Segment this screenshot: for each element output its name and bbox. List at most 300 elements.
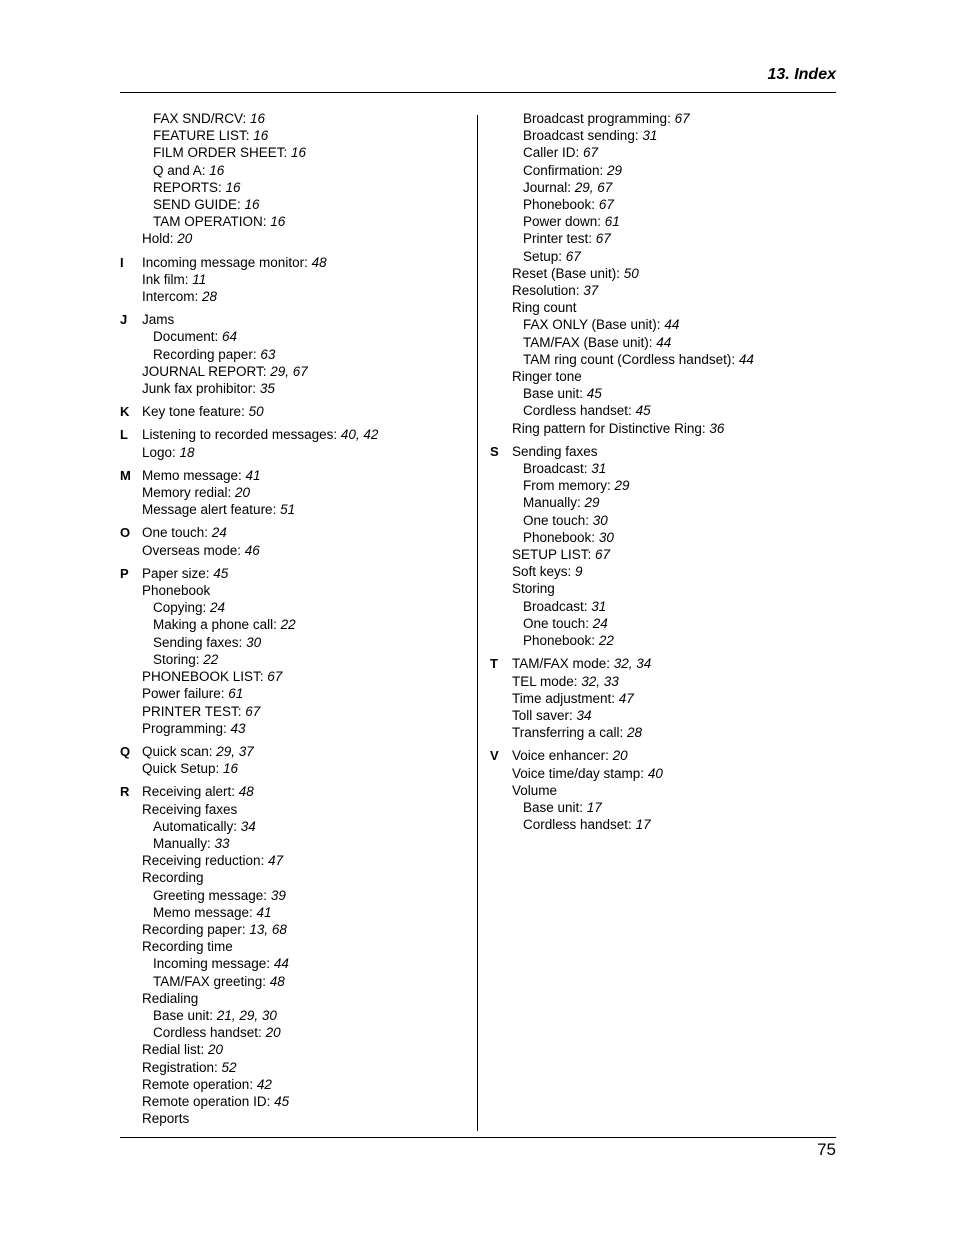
entry-term: Incoming message: (153, 956, 274, 972)
entry-term: Soft keys: (512, 564, 576, 580)
index-subentry (512, 162, 830, 179)
index-entry (142, 869, 460, 886)
index-subentry (142, 213, 460, 230)
entry-page-ref: 45 (213, 565, 229, 581)
entry-page-ref: 67 (583, 145, 599, 161)
index-subentry (142, 127, 460, 144)
index-entry (142, 288, 460, 305)
entry-page-ref: 20 (177, 231, 193, 247)
index-entry (512, 443, 830, 460)
index-subentry (142, 818, 460, 835)
index-subentry (142, 1024, 460, 1041)
entry-page-ref: 22 (280, 617, 296, 633)
index-letter-group (120, 565, 460, 737)
index-entry (512, 765, 830, 782)
index-subentry (142, 904, 460, 921)
index-entry (142, 990, 460, 1007)
entry-term: TAM ring count (Cordless handset): (523, 351, 739, 367)
index-subentry (142, 328, 460, 345)
entry-page-ref: 47 (268, 853, 284, 869)
entry-page-ref: 16 (223, 761, 239, 777)
index-letter: K (120, 404, 130, 420)
entry-page-ref: 18 (179, 444, 195, 460)
entry-term: Voice enhancer: (512, 748, 613, 764)
entry-term: FILM ORDER SHEET: (153, 145, 292, 161)
entry-term: JOURNAL REPORT: (142, 363, 271, 379)
index-letter: P (120, 565, 129, 581)
entry-term: Redialing (142, 990, 199, 1006)
index-subentry (512, 512, 830, 529)
entry-page-ref: 67 (598, 197, 614, 213)
index-entry (512, 546, 830, 563)
entry-term: TAM/FAX greeting: (153, 973, 270, 989)
entry-page-ref: 22 (598, 633, 614, 649)
index-entry (142, 542, 460, 559)
page-number: 75 (817, 1140, 836, 1159)
entry-page-ref: 61 (228, 686, 244, 702)
index-subentry (512, 230, 830, 247)
index-entry (142, 311, 460, 328)
entry-term: Key tone feature: (142, 404, 249, 420)
entry-page-ref: 31 (591, 598, 607, 614)
entry-term: Jams (142, 312, 175, 328)
entry-page-ref: 31 (642, 128, 658, 144)
entry-page-ref: 34 (240, 818, 256, 834)
entry-page-ref: 16 (270, 214, 286, 230)
entry-term: Receiving alert: (142, 784, 239, 800)
index-entry (142, 685, 460, 702)
entry-term: Automatically: (153, 818, 241, 834)
entry-term: Ring pattern for Distinctive Ring: (512, 420, 710, 436)
entry-term: Journal: (523, 179, 575, 195)
entry-term: Printer test: (523, 231, 596, 247)
index-entry (142, 1041, 460, 1058)
entry-term: Logo: (142, 444, 180, 460)
index-letter-group (120, 743, 460, 777)
index-letter-group (120, 524, 460, 558)
entry-term: Recording paper: (142, 921, 250, 937)
entry-term: Intercom: (142, 289, 203, 305)
index-subentry (142, 346, 460, 363)
entry-term: TAM OPERATION: (153, 214, 271, 230)
entry-term: Manually: (523, 495, 585, 511)
index-letter-group (490, 655, 830, 741)
index-subentry (512, 213, 830, 230)
entry-term: Sending faxes: (153, 634, 247, 650)
entry-page-ref: 28 (627, 725, 643, 741)
index-entry (142, 1076, 460, 1093)
entry-term: Resolution: (512, 283, 584, 299)
entry-page-ref: 44 (656, 334, 672, 350)
index-letter-group (120, 783, 460, 1127)
index-subentry (142, 196, 460, 213)
entry-term: Power failure: (142, 686, 229, 702)
entry-term: Copying: (153, 600, 211, 616)
index-entry (512, 368, 830, 385)
entry-term: Broadcast programming: (523, 111, 675, 126)
entry-page-ref: 44 (738, 351, 754, 367)
entry-page-ref: 45 (586, 386, 602, 402)
entry-term: Setup: (523, 248, 566, 264)
entry-page-ref: 16 (225, 179, 241, 195)
index-entry (512, 282, 830, 299)
entry-term: Power down: (523, 214, 605, 230)
index-subentry (512, 477, 830, 494)
entry-page-ref: 67 (565, 248, 581, 264)
index-subentry (512, 632, 830, 649)
index-subentry (512, 196, 830, 213)
entry-page-ref: 29, 37 (216, 743, 254, 759)
index-entry (142, 271, 460, 288)
index-entry (142, 720, 460, 737)
index-entry (142, 230, 460, 247)
entry-term: Greeting message: (153, 887, 271, 903)
index-entry (142, 760, 460, 777)
entry-page-ref: 52 (221, 1059, 237, 1075)
entry-page-ref: 64 (222, 329, 238, 345)
entry-term: Remote operation ID: (142, 1093, 275, 1109)
entry-term: Registration: (142, 1059, 222, 1075)
index-subentry (142, 599, 460, 616)
entry-term: REPORTS: (153, 179, 226, 195)
entry-term: TEL mode: (512, 673, 582, 689)
index-subentry (142, 144, 460, 161)
entry-page-ref: 67 (267, 669, 283, 685)
entry-term: FEATURE LIST: (153, 128, 254, 144)
index-entry (142, 426, 460, 443)
index-subentry (142, 616, 460, 633)
entry-page-ref: 24 (211, 525, 227, 541)
index-letter-group (490, 747, 830, 833)
entry-page-ref: 40 (647, 765, 663, 781)
entry-page-ref: 50 (623, 265, 639, 281)
index-subentry (142, 955, 460, 972)
entry-page-ref: 45 (274, 1093, 290, 1109)
index-entries (120, 565, 460, 737)
index-letter: R (120, 784, 130, 800)
index-letter-group (120, 403, 460, 420)
entry-term: Hold: (142, 231, 178, 247)
entry-page-ref: 48 (311, 254, 327, 270)
index-entry (142, 1110, 460, 1127)
index-entries (120, 743, 460, 777)
index-entry (142, 524, 460, 541)
index-letter: I (120, 254, 124, 270)
index-entries (120, 467, 460, 519)
entry-page-ref: 16 (209, 162, 225, 178)
index-entry (142, 501, 460, 518)
entry-term: Phonebook: (523, 529, 599, 545)
entry-page-ref: 20 (208, 1042, 224, 1058)
entry-page-ref: 29, 67 (270, 363, 308, 379)
index-subentry (512, 144, 830, 161)
index-entry (142, 801, 460, 818)
index-letter: J (120, 312, 128, 328)
index-subentry (142, 887, 460, 904)
entry-page-ref: 67 (245, 703, 261, 719)
entry-term: Programming: (142, 720, 231, 736)
entry-page-ref: 67 (595, 547, 611, 563)
entry-page-ref: 9 (575, 564, 583, 580)
entry-page-ref: 13, 68 (249, 921, 287, 937)
entry-page-ref: 51 (280, 502, 296, 518)
entry-term: Broadcast: (523, 461, 592, 477)
index-entry (142, 565, 460, 582)
index-entry (142, 1059, 460, 1076)
entry-term: Document: (153, 329, 223, 345)
entry-page-ref: 20 (265, 1025, 281, 1041)
entry-term: Ink film: (142, 271, 193, 287)
entry-term: Cordless handset: (523, 817, 636, 833)
entry-page-ref: 67 (674, 111, 690, 126)
entry-page-ref: 36 (709, 420, 725, 436)
entry-page-ref: 16 (250, 111, 266, 126)
entry-term: Phonebook (142, 583, 211, 599)
entry-term: Remote operation: (142, 1076, 257, 1092)
entry-term: PHONEBOOK LIST: (142, 669, 268, 685)
entry-page-ref: 41 (256, 904, 272, 920)
index-entries (120, 783, 460, 1127)
entry-term: Storing: (153, 651, 204, 667)
entry-term: Storing (512, 581, 555, 597)
index-entry (142, 582, 460, 599)
index-entries (120, 426, 460, 460)
index-column-left (120, 110, 460, 1127)
index-entry (142, 484, 460, 501)
entry-term: TAM/FAX mode: (512, 656, 614, 672)
entry-page-ref: 31 (591, 461, 607, 477)
entry-page-ref: 45 (635, 403, 651, 419)
index-entries (120, 254, 460, 306)
entry-term: Redial list: (142, 1042, 209, 1058)
index-subentry (512, 494, 830, 511)
entry-term: Junk fax prohibitor: (142, 381, 260, 397)
entry-page-ref: 20 (235, 485, 251, 501)
index-subentry (512, 529, 830, 546)
entry-term: Reset (Base unit): (512, 265, 624, 281)
index-subentry (512, 334, 830, 351)
index-subentry (142, 110, 460, 127)
index-subentry (512, 351, 830, 368)
entry-term: Overseas mode: (142, 542, 245, 558)
entry-term: Incoming message monitor: (142, 254, 312, 270)
index-letter: Q (120, 743, 131, 759)
index-letter-group (490, 443, 830, 649)
index-entry (142, 743, 460, 760)
entry-term: Manually: (153, 835, 215, 851)
entry-page-ref: 30 (246, 634, 262, 650)
index-entry (512, 690, 830, 707)
entry-page-ref: 35 (259, 381, 275, 397)
entry-term: Paper size: (142, 565, 214, 581)
entry-page-ref: 43 (230, 720, 246, 736)
entry-term: Phonebook: (523, 197, 599, 213)
index-entries (120, 311, 460, 397)
entry-page-ref: 24 (592, 615, 608, 631)
entry-page-ref: 42 (256, 1076, 272, 1092)
index-subentry (512, 179, 830, 196)
index-entries (120, 524, 460, 558)
index-entry (512, 580, 830, 597)
index-entry (142, 363, 460, 380)
entry-page-ref: 32, 33 (581, 673, 619, 689)
entry-term: Receiving reduction: (142, 853, 269, 869)
index-entry (512, 655, 830, 672)
entry-term: SETUP LIST: (512, 547, 596, 563)
index-entry (142, 921, 460, 938)
entry-page-ref: 16 (244, 197, 260, 213)
entry-page-ref: 11 (192, 271, 207, 287)
index-letter: O (120, 525, 131, 541)
entry-term: Ringer tone (512, 369, 582, 385)
entry-term: Recording time (142, 939, 233, 955)
entry-page-ref: 40, 42 (340, 427, 379, 443)
entry-term: TAM/FAX (Base unit): (523, 334, 657, 350)
entry-page-ref: 44 (664, 317, 680, 333)
index-subentry (512, 316, 830, 333)
index-entry (142, 403, 460, 420)
entry-term: Base unit: (523, 386, 587, 402)
entry-term: Recording (142, 870, 204, 886)
index-letter: T (490, 656, 498, 672)
entry-term: Ring count (512, 300, 577, 316)
entry-term: PRINTER TEST: (142, 703, 246, 719)
entry-term: Reports (142, 1111, 190, 1127)
column-divider (477, 115, 478, 1131)
entry-term: FAX ONLY (Base unit): (523, 317, 665, 333)
entry-page-ref: 61 (604, 214, 620, 230)
entry-page-ref: 44 (273, 956, 289, 972)
index-entries (120, 403, 460, 420)
index-subentry (142, 179, 460, 196)
entry-page-ref: 39 (270, 887, 286, 903)
entry-term: Confirmation: (523, 162, 608, 178)
entry-page-ref: 47 (618, 690, 634, 706)
entry-term: One touch: (523, 512, 593, 528)
index-entry (512, 707, 830, 724)
index-subentry (512, 460, 830, 477)
index-letter-group (120, 426, 460, 460)
entry-page-ref: 29 (614, 478, 630, 494)
entry-page-ref: 37 (583, 283, 599, 299)
index-letter: L (120, 427, 128, 443)
index-entry (512, 747, 830, 764)
index-letter-group (490, 110, 830, 437)
index-subentry (512, 385, 830, 402)
entry-term: Broadcast: (523, 598, 592, 614)
index-subentry (142, 634, 460, 651)
index-entry (142, 938, 460, 955)
index-entry (512, 265, 830, 282)
entry-page-ref: 33 (214, 835, 230, 851)
entry-page-ref: 46 (244, 542, 260, 558)
entry-term: One touch: (142, 525, 212, 541)
entry-term: Receiving faxes (142, 801, 238, 817)
entry-page-ref: 20 (612, 748, 628, 764)
entry-term: Message alert feature: (142, 502, 281, 518)
entry-page-ref: 50 (248, 404, 264, 420)
index-letter-group (120, 467, 460, 519)
index-subentry (512, 402, 830, 419)
index-entries (120, 110, 460, 248)
index-subentry (512, 127, 830, 144)
entry-page-ref: 29 (584, 495, 600, 511)
index-subentry (512, 615, 830, 632)
entry-term: Transferring a call: (512, 725, 628, 741)
index-entry (142, 467, 460, 484)
footer-rule (120, 1137, 836, 1138)
index-entries (490, 110, 830, 437)
entry-term: Recording paper: (153, 346, 261, 362)
entry-term: Phonebook: (523, 633, 599, 649)
entry-page-ref: 16 (291, 145, 307, 161)
entry-page-ref: 22 (203, 651, 219, 667)
entry-term: Sending faxes (512, 443, 598, 459)
entry-page-ref: 48 (238, 784, 254, 800)
entry-page-ref: 24 (210, 600, 226, 616)
entry-term: Time adjustment: (512, 690, 619, 706)
index-entry (512, 299, 830, 316)
entry-page-ref: 17 (635, 817, 651, 833)
entry-page-ref: 21, 29, 30 (216, 1007, 277, 1023)
entry-term: Caller ID: (523, 145, 584, 161)
index-entry (142, 380, 460, 397)
index-entry (512, 563, 830, 580)
index-entry (142, 444, 460, 461)
index-subentry (142, 651, 460, 668)
entry-term: Making a phone call: (153, 617, 281, 633)
index-entries (490, 443, 830, 649)
index-letter-group (120, 311, 460, 397)
index-subentry (512, 598, 830, 615)
entry-term: Cordless handset: (153, 1025, 266, 1041)
entry-term: One touch: (523, 615, 593, 631)
entry-term: Toll saver: (512, 707, 577, 723)
entry-term: Volume (512, 782, 558, 798)
entry-term: Base unit: (523, 799, 587, 815)
entry-page-ref: 29, 67 (574, 179, 613, 195)
entry-page-ref: 41 (245, 467, 261, 483)
index-subentry (512, 248, 830, 265)
page-header-title: 13. Index (767, 66, 836, 83)
index-entry (512, 673, 830, 690)
entry-term: Memory redial: (142, 485, 236, 501)
index-letter: M (120, 467, 131, 483)
entry-term: Q and A: (153, 162, 210, 178)
entry-page-ref: 28 (202, 289, 218, 305)
entry-term: Memo message: (142, 467, 246, 483)
entry-page-ref: 32, 34 (613, 656, 652, 672)
index-letter-group (120, 254, 460, 306)
index-entries (490, 655, 830, 741)
index-letter: S (490, 443, 499, 459)
entry-page-ref: 34 (576, 707, 592, 723)
index-entry (142, 254, 460, 271)
entry-page-ref: 63 (260, 346, 276, 362)
entry-term: Cordless handset: (523, 403, 636, 419)
entry-term: Broadcast sending: (523, 128, 643, 144)
index-subentry (142, 1007, 460, 1024)
index-entry (142, 668, 460, 685)
index-subentry (142, 835, 460, 852)
index-entry (512, 420, 830, 437)
entry-page-ref: 17 (586, 799, 602, 815)
index-column-right (490, 110, 830, 833)
index-entry (142, 1093, 460, 1110)
index-subentry (142, 973, 460, 990)
index-entry (142, 852, 460, 869)
entry-page-ref: 48 (269, 973, 285, 989)
